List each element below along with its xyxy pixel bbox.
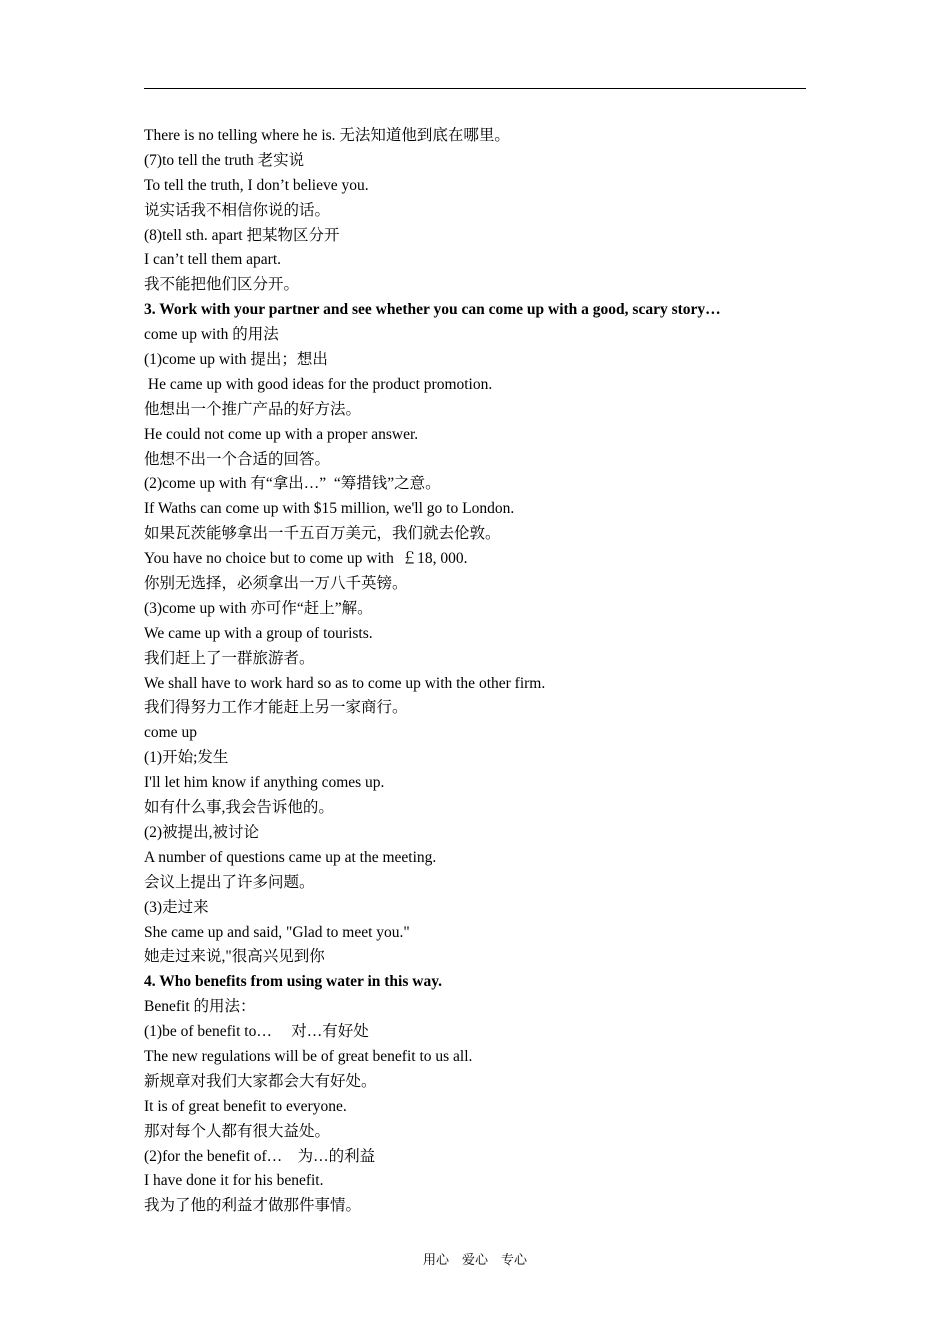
text-line: 她走过来说,"很高兴见到你 — [144, 948, 325, 966]
text-line: We shall have to work hard so as to come up with the other firm. — [144, 674, 546, 692]
text-line: 会议上提出了许多问题。 — [144, 873, 315, 891]
text-line: (1)come up with 提出；想出 — [144, 351, 328, 369]
text-line: 他想不出一个合适的回答。 — [144, 450, 331, 468]
page-footer: 用心 爱心 专心 — [422, 1252, 527, 1267]
text-line: (3)come up with 亦可作“赶上”解。 — [144, 599, 373, 617]
text-line: I can’t tell them apart. — [144, 251, 282, 269]
text-line: He came up with good ideas for the product promotion. — [144, 375, 493, 393]
text-line: There is no telling where he is. 无法知道他到底在哪里。 — [144, 127, 510, 144]
text-line: I'll let him know if anything comes up. — [144, 774, 385, 792]
text-line: 你别无选择，必须拿出一万八千英镑。 — [144, 575, 408, 593]
text-line: 如果瓦茨能够拿出一千五百万美元，我们就去伦敦。 — [144, 525, 501, 543]
text-line: (2)for the benefit of… 为…的利益 — [144, 1147, 376, 1165]
text-line: 我不能把他们区分开。 — [144, 276, 300, 294]
text-line: It is of great benefit to everyone. — [144, 1097, 347, 1115]
text-line: (7)to tell the truth 老实说 — [144, 151, 305, 169]
text-line: (2)被提出,被讨论 — [144, 823, 259, 841]
text-line: 我为了他的利益才做那件事情。 — [144, 1197, 362, 1215]
text-line: A number of questions came up at the meeting. — [144, 848, 437, 866]
text-line: (1)be of benefit to… 对…有好处 — [144, 1023, 369, 1041]
text-line: 新规章对我们大家都会大有好处。 — [144, 1072, 377, 1090]
text-line: Benefit 的用法： — [144, 998, 256, 1016]
section-heading: 4. Who benefits from using water in this way. — [144, 973, 442, 991]
text-line: (8)tell sth. apart 把某物区分开 — [144, 226, 340, 244]
text-line: (2)come up with 有“拿出…” “筹措钱”之意。 — [144, 475, 441, 493]
text-line: come up with 的用法 — [144, 326, 279, 344]
section-heading: 3. Work with your partner and see whether you can come up with a good, scary story… — [144, 301, 721, 319]
text-line: If Waths can come up with $15 million, we'll go to London. — [144, 500, 515, 518]
text-line: 我们赶上了一群旅游者。 — [144, 649, 315, 667]
header-rule — [144, 88, 806, 89]
text-line: 那对每个人都有很大益处。 — [144, 1122, 331, 1140]
text-line: She came up and said, "Glad to meet you." — [144, 923, 410, 941]
text-line: 如有什么事,我会告诉他的。 — [144, 799, 334, 817]
text-line: We came up with a group of tourists. — [144, 624, 373, 642]
text-line: (3)走过来 — [144, 898, 209, 916]
text-line: I have done it for his benefit. — [144, 1172, 324, 1190]
text-line: come up — [144, 724, 197, 742]
text-line: The new regulations will be of great benefit to us all. — [144, 1047, 473, 1065]
text-line: To tell the truth, I don’t believe you. — [144, 176, 369, 194]
text-line: (1)开始;发生 — [144, 749, 229, 767]
text-line: 我们得努力工作才能赶上另一家商行。 — [144, 699, 408, 717]
document-body — [144, 124, 824, 1219]
text-line: He could not come up with a proper answer. — [144, 425, 419, 443]
text-line: You have no choice but to come up with ￡18, 000. — [144, 550, 468, 568]
text-line: 说实话我不相信你说的话。 — [144, 201, 331, 219]
text-line: 他想出一个推广产品的好方法。 — [144, 400, 362, 418]
